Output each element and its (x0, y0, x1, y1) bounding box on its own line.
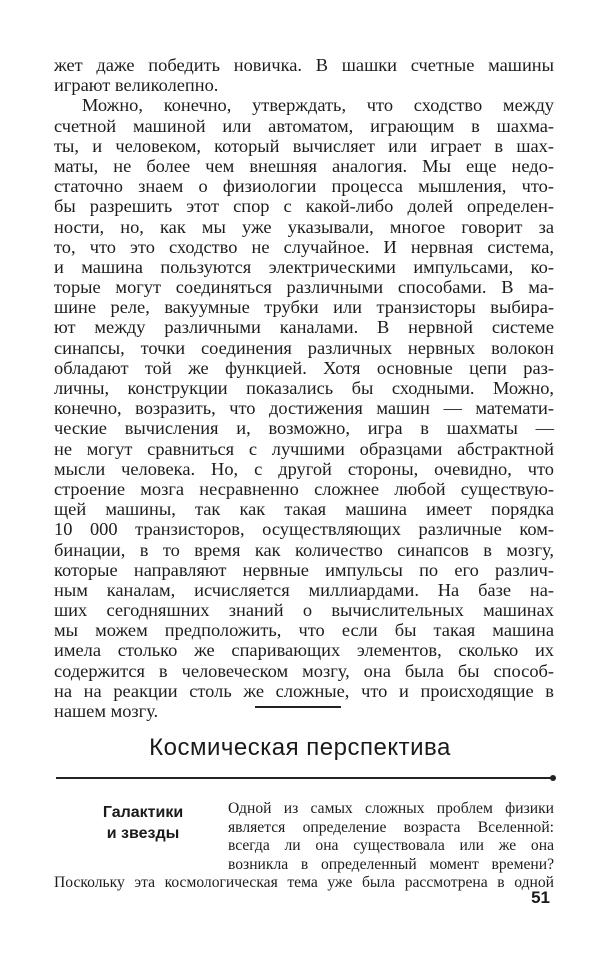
text-line: жет даже победить новичка. В шашки счетные машины (54, 55, 554, 75)
text-line: ют между различными каналами. В нервной системе (54, 317, 554, 338)
section-text (54, 800, 554, 893)
text-line: возникла в определенный момент времени? (228, 855, 554, 873)
text-line: содержится в человеческом мозгу, она была бы способ- (54, 660, 554, 681)
section-divider (56, 777, 554, 779)
text-line: и машина пользуются электрическими импульсами, ко- (54, 256, 554, 277)
text-line: имела столько же спаривающих элементов, сколько их (54, 640, 554, 661)
side-heading-line: и звезды (106, 825, 180, 842)
text-line: шине реле, вакуумные трубки или транзисторы выбира- (54, 297, 554, 318)
text-line: мысли человека. Но, с другой стороны, очевидно, что (54, 458, 554, 479)
text-line: маты, не более чем внешняя аналогия. Мы еще недо- (54, 155, 554, 176)
text-line: мы можем предположить, что если бы такая машина (54, 620, 554, 641)
text-line: ты, и человеком, который вычисляет или играет в шах- (54, 135, 554, 156)
text-line: конечно, возразить, что достижения машин — математи- (54, 398, 554, 419)
text-line: обладают той же функцией. Хотя основные цепи раз- (54, 357, 554, 378)
text-line: всегда ли она существовала или же она (228, 837, 554, 854)
text-line: является определение возраста Вселенной: (228, 818, 554, 836)
text-line: не могут сравниться с лучшими образцами абстрактной (54, 438, 554, 459)
text-line: счетной машиной или автоматом, играющим в шахма- (54, 115, 554, 136)
text-line: синапсы, точки соединения различных нервных волокон (54, 337, 554, 358)
text-line: ших сегодняшних знаний о вычислительных машинах (54, 600, 554, 621)
text-line: нашем мозгу. (54, 701, 159, 721)
text-line: которые направляют нервные импульсы по его различ- (54, 559, 554, 580)
section-title: Космическая перспектива (149, 734, 451, 761)
text-line: личны, конструкции показались бы сходными. Можно, (54, 378, 554, 398)
text-line: ческие вычисления и, возможно, игра в шахматы — (54, 418, 554, 439)
text-line: 10 000 транзисторов, осуществляющих различные ком- (54, 519, 554, 540)
text-line: статочно знаем о физиологии процесса мышления, что- (54, 176, 554, 197)
text-line: Поскольку эта космологическая тема уже была рассмотрена в одной (54, 874, 554, 891)
side-heading-line: Галактики (102, 804, 184, 821)
text-line: бинации, в то время как количество синапсов в мозгу, (54, 539, 554, 560)
text-line: то, что это сходство не случайное. И нервная система, (54, 236, 554, 257)
text-line: бы разрешить этот спор с какой-либо долей определен- (54, 196, 554, 217)
text-line: Можно, конечно, утверждать, что сходство между (82, 95, 554, 116)
short-divider (255, 706, 341, 708)
text-line: Одной из самых сложных проблем физики (228, 800, 554, 817)
text-line: на на реакции столь же сложные, что и происходящие в (54, 680, 554, 701)
text-line: играют великолепно. (54, 75, 219, 96)
text-line: щей машины, так как такая машина имеет порядка (54, 499, 554, 520)
text-line: ности, но, как мы уже указывали, многое говорит за (54, 216, 554, 237)
body-text (54, 55, 554, 721)
text-line: торые могут соединяться различными способами. В ма- (54, 277, 554, 298)
text-line: ным каналам, исчисляется миллиардами. На базе на- (54, 579, 554, 600)
page-number: 51 (531, 888, 550, 907)
text-line: строение мозга несравненно сложнее любой существую- (54, 478, 554, 499)
